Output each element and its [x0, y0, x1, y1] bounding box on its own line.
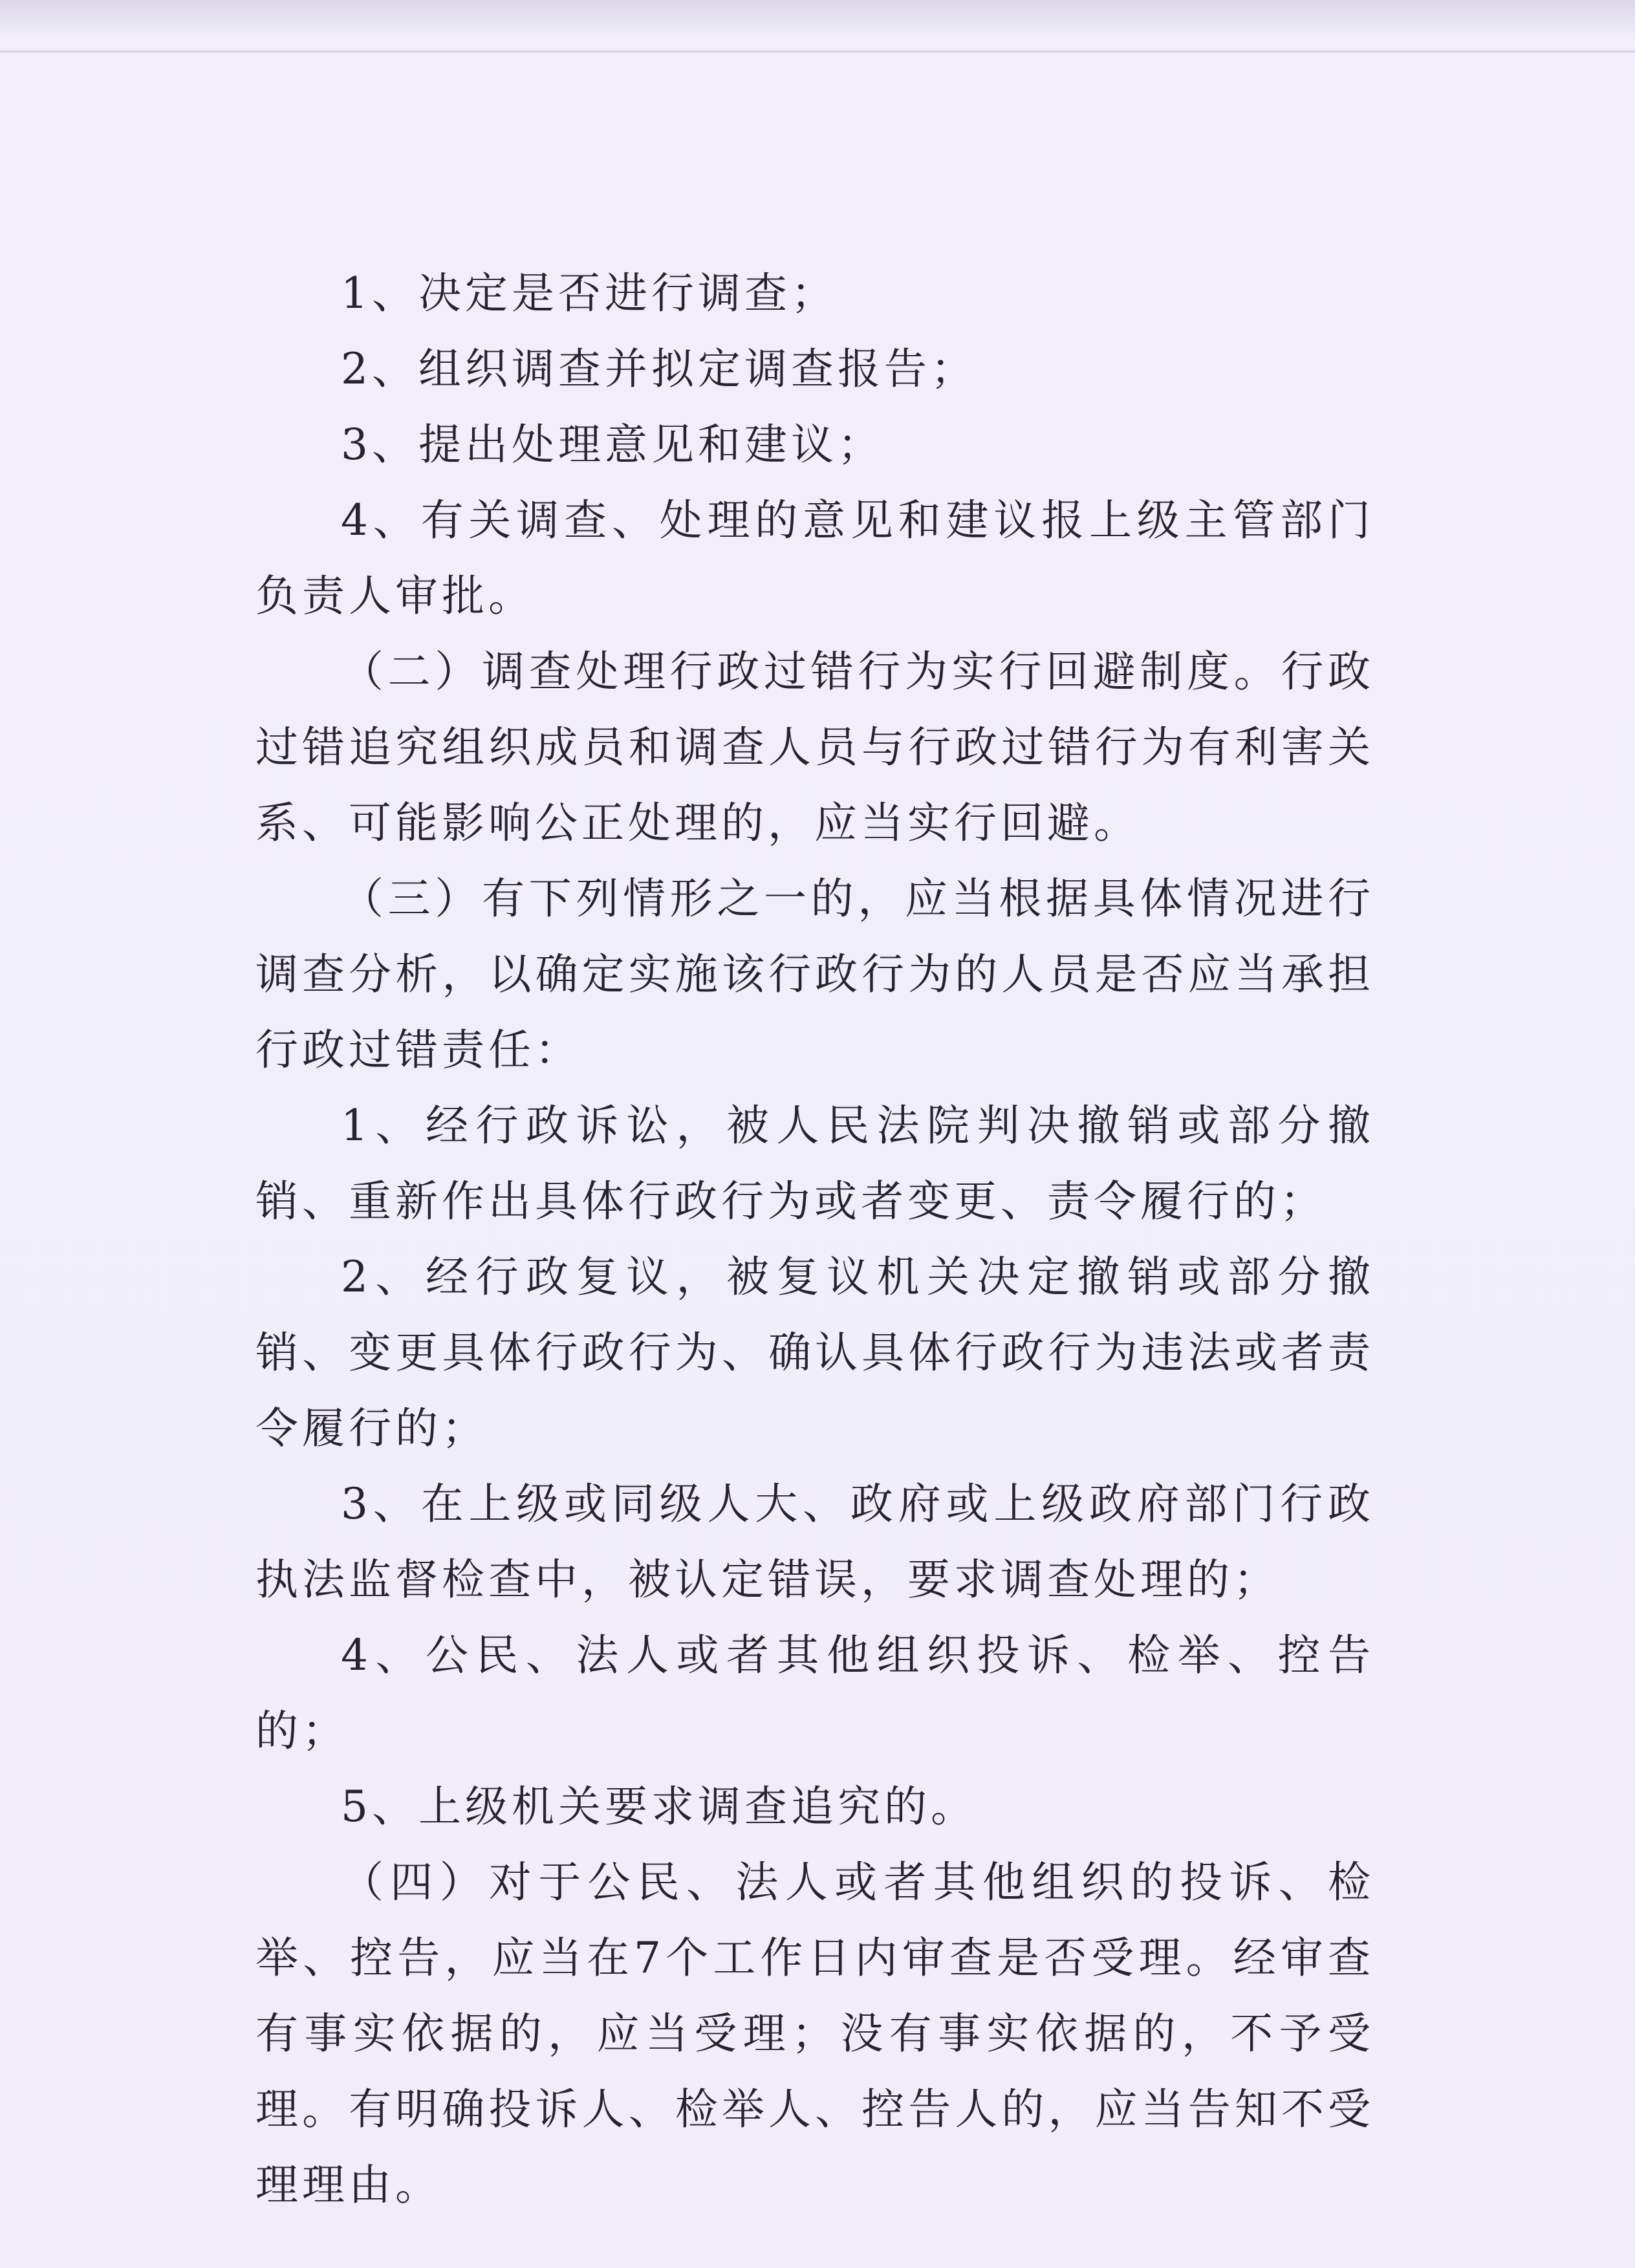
list-item-3: 3、提出处理意见和建议； [341, 420, 884, 470]
case-item-3: 3、在上级或同级人大、政府或上级政府部门行政执法监督检查中，被认定错误，要求调查处理的； [255, 1479, 1374, 1604]
list-item-2: 2、组织调查并拟定调查报告； [341, 344, 977, 394]
section-4-paragraph: （四）对于公民、法人或者其他组织的投诉、检举、控告，应当在7个工作日内审查是否受理。经审查有事实依据的，应当受理；没有事实依据的，不予受理。有明确投诉人、检举人、控告人的，应当告知不受理理由。 [255, 1857, 1374, 2210]
section-2-paragraph: （二）调查处理行政过错行为实行回避制度。行政过错追究组织成员和调查人员与行政过错行为有利害关系、可能影响公正处理的，应当实行回避。 [255, 647, 1374, 848]
case-item-5: 5、上级机关要求调查追究的。 [341, 1782, 977, 1831]
list-item-1: 1、决定是否进行调查； [341, 268, 838, 318]
case-item-4: 4、公民、法人或者其他组织投诉、检举、控告的； [255, 1630, 1374, 1756]
list-item-4: 4、有关调查、处理的意见和建议报上级主管部门负责人审批。 [255, 495, 1374, 621]
section-3-paragraph: （三）有下列情形之一的，应当根据具体情况进行调查分析，以确定实施该行政行为的人员是否应当承担行政过错责任： [255, 874, 1374, 1075]
case-item-2: 2、经行政复议，被复议机关决定撤销或部分撤销、变更具体行政行为、确认具体行政行为违法或者责令履行的； [255, 1252, 1374, 1453]
document-body [255, 255, 1374, 2223]
case-item-1: 1、经行政诉讼，被人民法院判决撤销或部分撤销、重新作出具体行政行为或者变更、责令履行的； [255, 1101, 1374, 1226]
